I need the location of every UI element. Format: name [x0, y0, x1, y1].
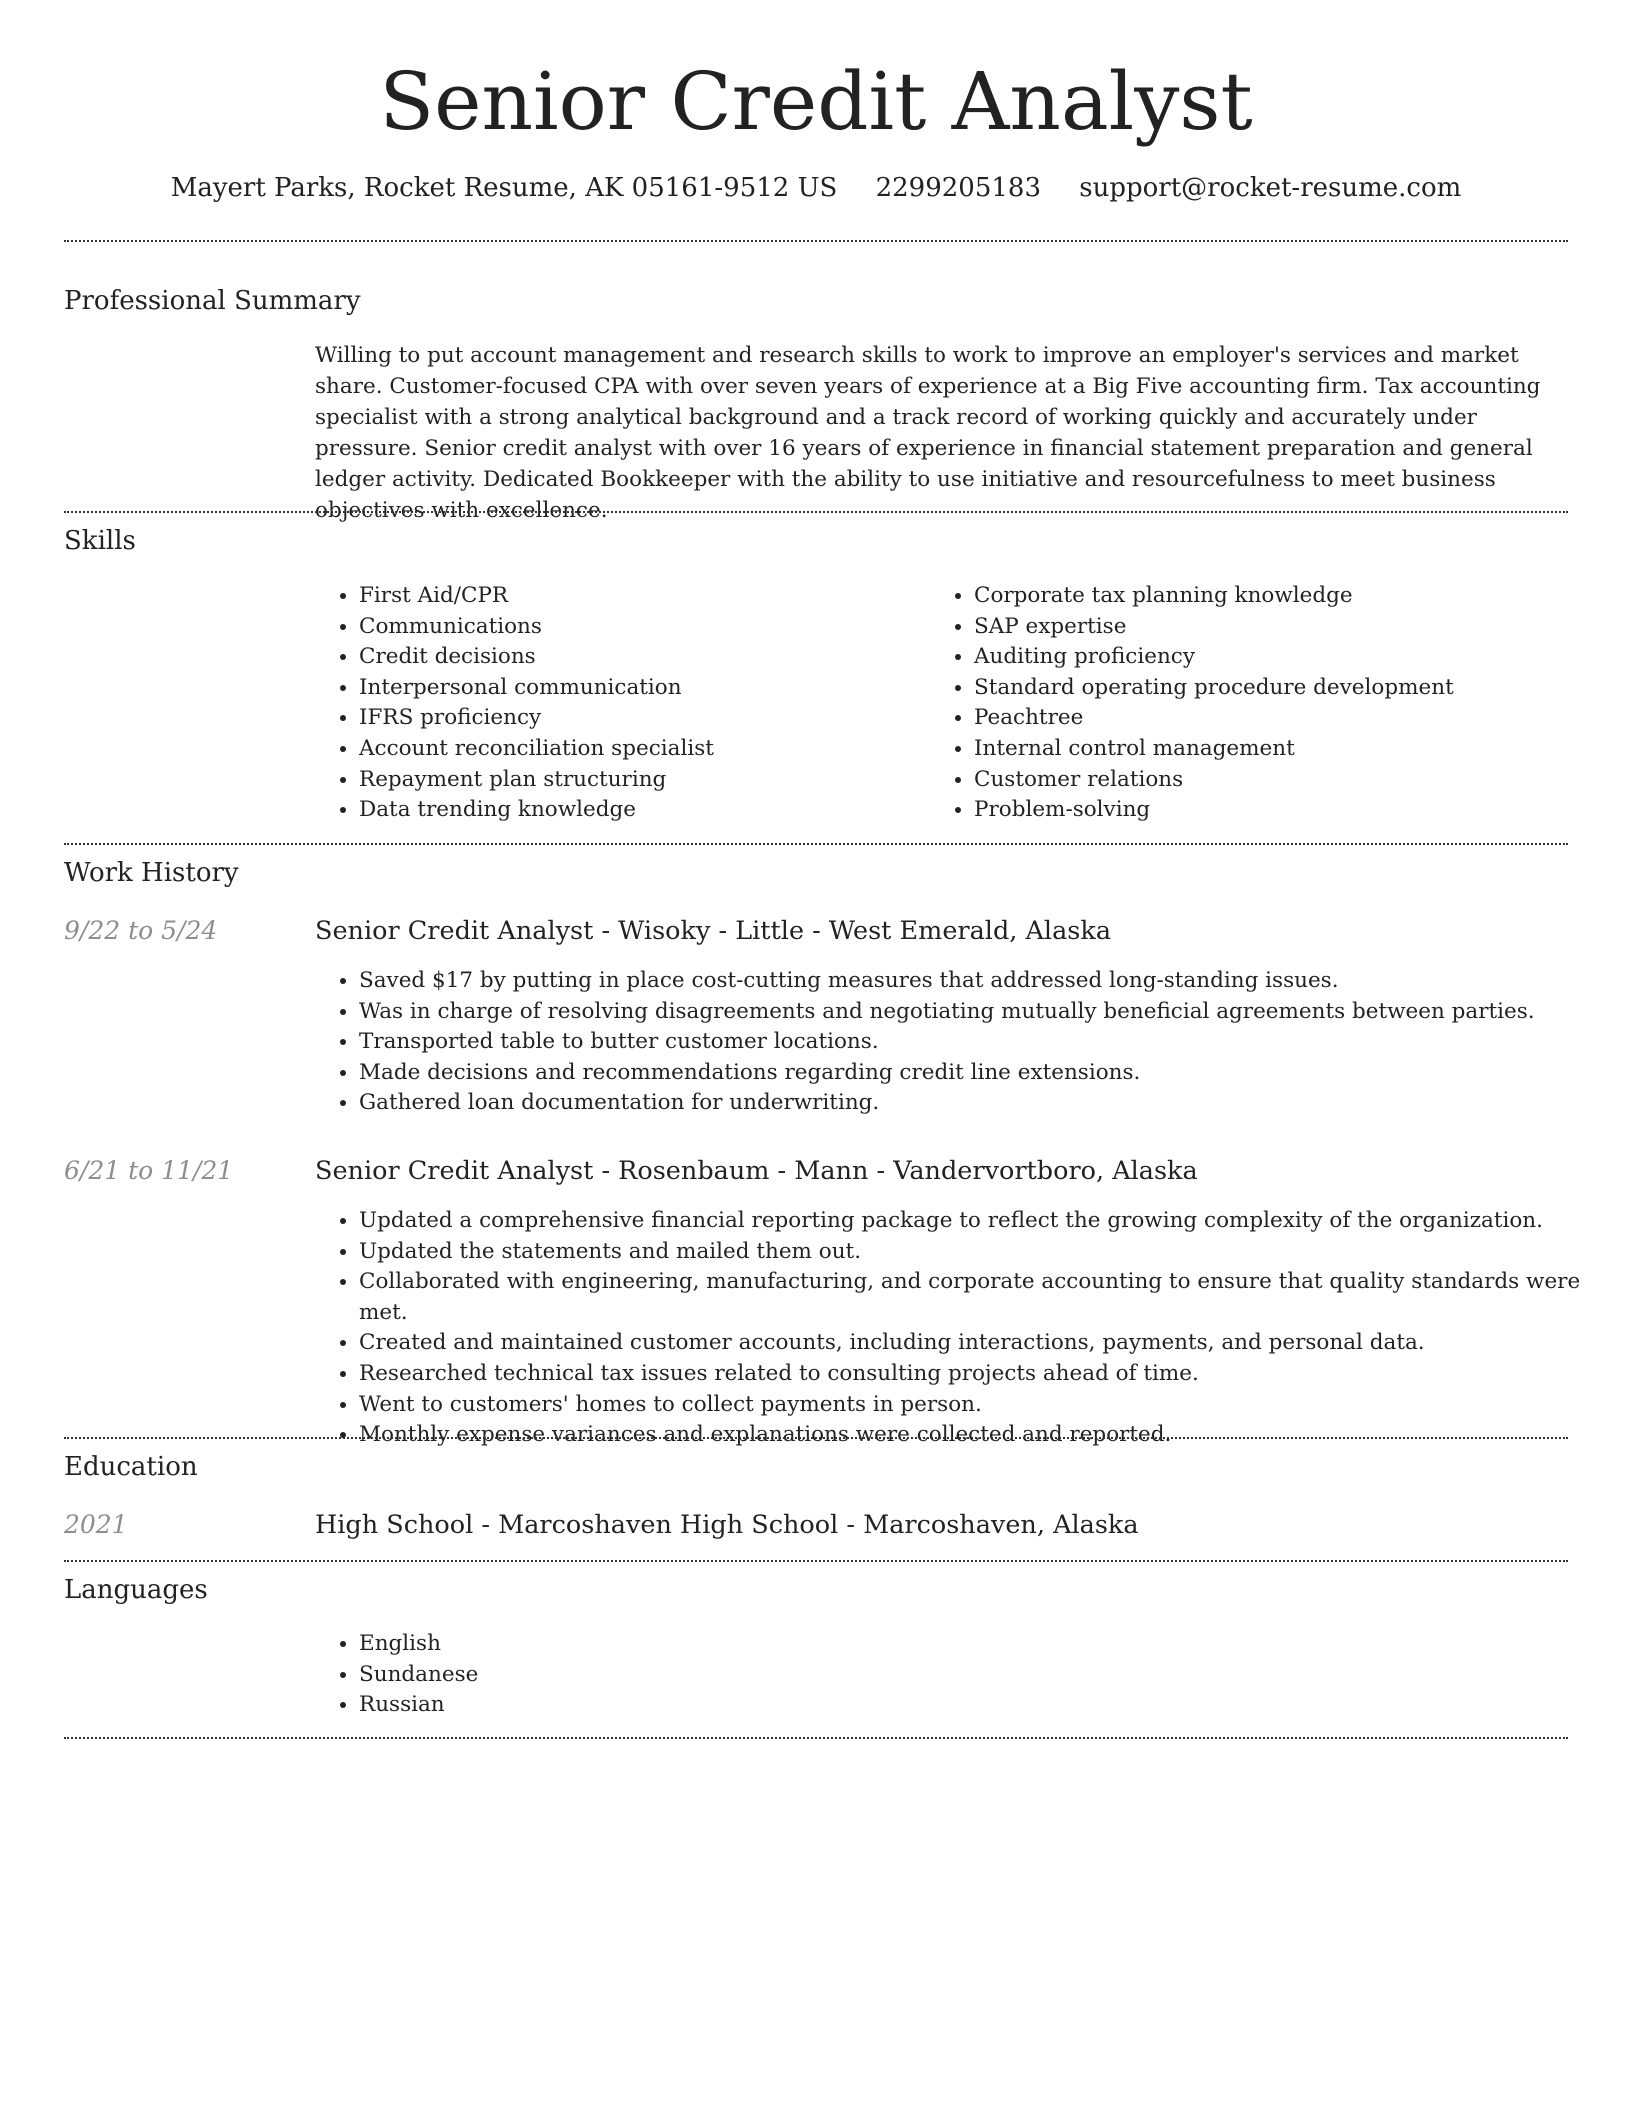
job-bullet: • Created and maintained customer accounts, including interactions, payments, and personal data. [359, 1328, 1614, 1359]
job-title: Senior Credit Analyst - Wisoky - Little - West Emerald, Alaska [315, 916, 1112, 946]
contact-phone: 2299205183 [875, 173, 1041, 203]
skill-item: • Repayment plan structuring [359, 765, 969, 796]
job-bullet: • Saved $17 by putting in place cost-cutting measures that addressed long-standing issues. [359, 966, 1614, 997]
skill-item: • Interpersonal communication [359, 673, 969, 704]
divider [64, 240, 1568, 242]
job-title: Senior Credit Analyst - Rosenbaum - Mann - Vandervortboro, Alaska [315, 1156, 1198, 1186]
summary-heading: Professional Summary [64, 286, 361, 316]
job-bullet: • Transported table to butter customer locations. [359, 1027, 1614, 1058]
education-heading: Education [64, 1452, 198, 1482]
job-bullet: • Gathered loan documentation for underwriting. [359, 1088, 1614, 1119]
languages-list [315, 1629, 969, 1721]
skills-heading: Skills [64, 526, 136, 556]
skill-item: • Account reconciliation specialist [359, 734, 969, 765]
candidate-name: Senior Credit Analyst [379, 55, 1253, 148]
divider [64, 1560, 1568, 1562]
job-bullet: • Went to customers' homes to collect payments in person. [359, 1390, 1614, 1421]
skill-item: • IFRS proficiency [359, 703, 969, 734]
language-item: • English [359, 1629, 969, 1660]
job-bullets [315, 966, 1614, 1119]
skill-item: • Standard operating procedure development [974, 673, 1614, 704]
job-bullets [315, 1206, 1614, 1451]
job-dates: 9/22 to 5/24 [64, 916, 218, 945]
skill-item: • Internal control management [974, 734, 1614, 765]
skill-item: • Peachtree [974, 703, 1614, 734]
contact-line [0, 170, 1632, 206]
contact-address: Mayert Parks, Rocket Resume, AK 05161-9512 US [170, 173, 838, 203]
work-heading: Work History [64, 858, 239, 888]
contact-email: support@rocket-resume.com [1079, 173, 1462, 203]
job-bullet: • Researched technical tax issues related to consulting projects ahead of time. [359, 1359, 1614, 1390]
skill-item: • Problem-solving [974, 795, 1614, 826]
divider [64, 511, 1568, 513]
skills-list-left [315, 581, 969, 826]
job-bullet: • Updated the statements and mailed them out. [359, 1237, 1614, 1268]
education-title: High School - Marcoshaven High School - Marcoshaven, Alaska [315, 1510, 1139, 1540]
skill-item: • Auditing proficiency [974, 642, 1614, 673]
skill-item: • Corporate tax planning knowledge [974, 581, 1614, 612]
education-date: 2021 [64, 1510, 128, 1539]
job-bullet: • Updated a comprehensive financial reporting package to reflect the growing complexity of the organization. [359, 1206, 1614, 1237]
skill-item: • Data trending knowledge [359, 795, 969, 826]
divider [64, 1737, 1568, 1739]
skill-item: • Communications [359, 612, 969, 643]
skill-item: • SAP expertise [974, 612, 1614, 643]
summary-text: Willing to put account management and research skills to work to improve an employer's services and market share. Customer-focused CPA with over seven years of experience at a Big Five accounting firm. Tax accounting specialist with a strong analytical background and a track record of working quickly and accurately under pressure. Senior credit analyst with over 16 years of experience in financial statement preparation and general ledger activity. Dedicated Bookkeeper with the ability to use initiative and resourcefulness to meet business objectives with excellence. [315, 343, 1541, 523]
job-bullet: • Made decisions and recommendations regarding credit line extensions. [359, 1058, 1614, 1089]
language-item: • Sundanese [359, 1660, 969, 1691]
job-dates: 6/21 to 11/21 [64, 1156, 234, 1185]
divider [64, 843, 1568, 845]
job-bullet: • Collaborated with engineering, manufacturing, and corporate accounting to ensure that quality standards were met. [359, 1267, 1614, 1328]
divider [64, 1437, 1568, 1439]
skill-item: • Credit decisions [359, 642, 969, 673]
skill-item: • Customer relations [974, 765, 1614, 796]
languages-heading: Languages [64, 1575, 208, 1605]
job-bullet: • Was in charge of resolving disagreements and negotiating mutually beneficial agreements between parties. [359, 997, 1614, 1028]
skills-list-right [930, 581, 1614, 826]
job-bullet: • Monthly expense variances and explanations were collected and reported. [359, 1420, 1614, 1451]
skill-item: • First Aid/CPR [359, 581, 969, 612]
language-item: • Russian [359, 1690, 969, 1721]
